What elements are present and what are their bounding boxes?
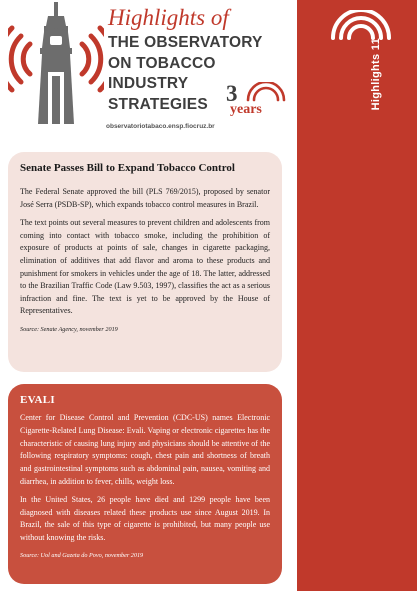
title-line-1: THE OBSERVATORY <box>108 34 263 51</box>
article2-title: EVALI <box>20 394 55 406</box>
article1-title: Senate Passes Bill to Expand Tobacco Control <box>20 162 235 174</box>
highlights-of-title: Highlights of <box>108 5 229 30</box>
signal-arcs-icon <box>244 82 288 102</box>
highlights-issue-label: Highlights 11 <box>370 38 382 111</box>
article1-paragraph-2: The text points out several measures to prevent children and adolescents from coming into contact with tobacco smoke, including the prohibition of exposure of products at points of sale, changes in cigarette packaging, elimination of additives that add flavor and aroma to these products and punishment for smokers in vehicles under the age of 18. The latter, addressed to the Brazilian Traffic Code (Law 9.503, 1997), classifies the act as a serious infraction and fine. The text is yet to be approved by the House of Representatives. <box>20 218 270 316</box>
observatory-logo <box>8 2 104 124</box>
title-line-2: ON TOBACCO <box>108 54 216 72</box>
sidebar-signal-icon <box>329 10 393 50</box>
evali-article-box <box>8 384 282 584</box>
article2-paragraph-2: In the United States, 26 people have died and 1299 people have been diagnosed with diseases related these products use since August 2019. In Brazil, the sale of this type of cigarette is prohibited, but many people use without knowing the risks. <box>20 494 270 543</box>
title-line-4: STRATEGIES <box>108 95 208 113</box>
article1-source: Source: Senate Agency, november 2019 <box>20 325 118 333</box>
senate-article-box <box>8 152 282 372</box>
article1-paragraph-1: The Federal Senate approved the bill (PLS 769/2015), proposed by senator José Serra (PSDB-SP), which expands tobacco control measures in Brazil. <box>20 187 270 209</box>
article2-source: Source: Uol and Gazeta do Povo, november 2019 <box>20 551 144 559</box>
anniversary-number: 3 <box>226 81 238 106</box>
anniversary-word: years <box>230 102 262 117</box>
website-link[interactable]: observatoriotabaco.ensp.fiocruz.br <box>106 123 215 130</box>
title-line-3: INDUSTRY <box>108 75 189 92</box>
red-sidebar <box>297 0 417 591</box>
article2-paragraph-1: Center for Disease Control and Prevention (CDC-US) names Electronic Cigarette-Related Lung Disease: Evali. Vaping or electronic cigarettes has the characteristic of causing lung injury and physicians should be attentive of the following respiratory symptoms: cough, chest pain and shortness of breath and gastrointestinal symptoms such as abdominal pain, nausea, vomiting and diarrhea, in addition to fever, chills, weight loss. <box>20 413 270 486</box>
three-years-badge <box>226 82 288 124</box>
